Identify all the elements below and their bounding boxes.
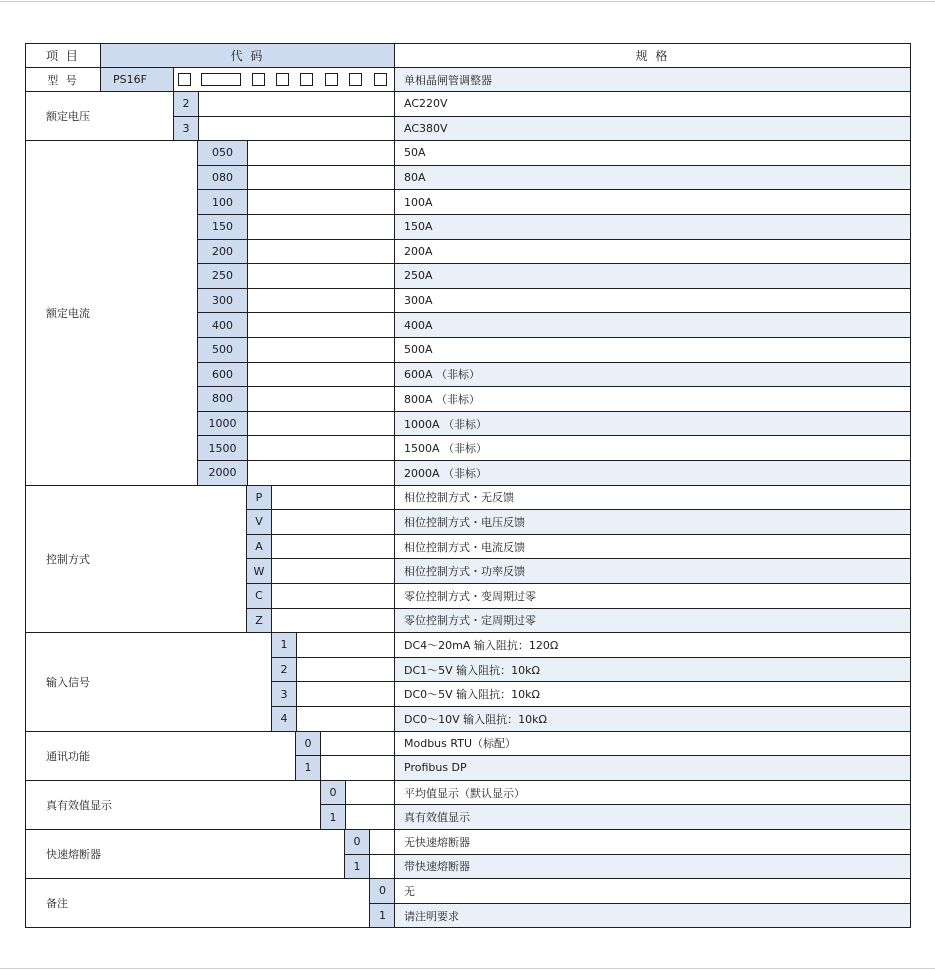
spec-cell: 相位控制方式・电流反馈 <box>394 534 911 560</box>
code-filler <box>271 485 395 511</box>
code-cell: 2000 <box>197 460 248 486</box>
code-cell: W <box>246 558 272 584</box>
code-cell: Z <box>246 608 272 634</box>
section-label: 真有效值显示 <box>25 780 321 830</box>
code-filler <box>247 288 395 314</box>
spec-cell: 600A （非标） <box>394 362 911 388</box>
model-code: PS16F <box>100 67 174 92</box>
spec-cell: DC4～20mA 输入阻抗：120Ω <box>394 632 911 658</box>
code-filler <box>247 411 395 437</box>
spec-cell: 相位控制方式・功率反馈 <box>394 558 911 584</box>
code-filler <box>247 386 395 412</box>
code-filler <box>320 731 395 757</box>
code-filler <box>247 362 395 388</box>
spec-cell: 带快速熔断器 <box>394 854 911 880</box>
spec-cell: 1500A （非标） <box>394 435 911 461</box>
code-cell: 250 <box>197 263 248 289</box>
code-slot-rms <box>325 73 338 86</box>
code-cell: 1 <box>369 903 396 929</box>
spec-cell: 相位控制方式・电压反馈 <box>394 509 911 535</box>
code-filler <box>247 337 395 363</box>
header-code: 代 码 <box>100 43 395 68</box>
code-cell: 400 <box>197 312 248 338</box>
code-filler <box>247 435 395 461</box>
code-filler <box>247 140 395 166</box>
spec-cell: DC0～10V 输入阻抗：10kΩ <box>394 706 911 732</box>
spec-cell: Profibus DP <box>394 755 911 781</box>
code-cell: 150 <box>197 214 248 240</box>
code-cell: 3 <box>173 116 199 142</box>
section-label: 额定电流 <box>25 140 198 485</box>
spec-cell: 无快速熔断器 <box>394 829 911 855</box>
code-cell: 2 <box>173 91 199 117</box>
code-cell: 0 <box>320 780 346 806</box>
code-cell: 4 <box>271 706 297 732</box>
code-cell: V <box>246 509 272 535</box>
code-cell: C <box>246 583 272 609</box>
code-slot-current <box>201 73 241 86</box>
code-filler <box>271 608 395 634</box>
spec-cell: AC220V <box>394 91 911 117</box>
code-slot-comm <box>300 73 313 86</box>
section-label: 快速熔断器 <box>25 829 345 879</box>
code-cell: 050 <box>197 140 248 166</box>
code-slot-input <box>276 73 289 86</box>
spec-cell: 300A <box>394 288 911 314</box>
code-cell: 0 <box>344 829 370 855</box>
code-filler <box>247 165 395 191</box>
code-cell: 1 <box>344 854 370 880</box>
code-filler <box>198 116 395 142</box>
code-cell: 1 <box>295 755 321 781</box>
code-filler <box>271 583 395 609</box>
code-filler <box>247 460 395 486</box>
spec-cell: 请注明要求 <box>394 903 911 929</box>
code-filler <box>247 189 395 215</box>
spec-cell: 800A （非标） <box>394 386 911 412</box>
code-cell: 3 <box>271 681 297 707</box>
spec-cell: 150A <box>394 214 911 240</box>
spec-cell: 零位控制方式・定周期过零 <box>394 608 911 634</box>
code-cell: A <box>246 534 272 560</box>
spec-cell: 500A <box>394 337 911 363</box>
model-spec: 单相晶闸管调整器 <box>394 67 911 92</box>
code-slot-note <box>374 73 387 86</box>
spec-cell: 400A <box>394 312 911 338</box>
code-cell: 0 <box>295 731 321 757</box>
code-slot-fuse <box>349 73 362 86</box>
spec-cell: DC0～5V 输入阻抗：10kΩ <box>394 681 911 707</box>
spec-cell: 零位控制方式・变周期过零 <box>394 583 911 609</box>
spec-cell: 平均值显示（默认显示） <box>394 780 911 806</box>
code-cell: 500 <box>197 337 248 363</box>
code-filler <box>247 312 395 338</box>
code-cell: 0 <box>369 878 396 904</box>
code-filler <box>247 239 395 265</box>
code-cell: P <box>246 485 272 511</box>
code-cell: 200 <box>197 239 248 265</box>
code-cell: 1500 <box>197 435 248 461</box>
code-filler <box>296 706 395 732</box>
code-filler <box>271 509 395 535</box>
code-filler <box>247 263 395 289</box>
code-filler <box>296 632 395 658</box>
code-cell: 2 <box>271 657 297 683</box>
model-label: 型 号 <box>25 67 101 92</box>
code-filler <box>247 214 395 240</box>
header-spec: 规 格 <box>394 43 911 68</box>
code-slot-control <box>252 73 265 86</box>
spec-cell: 80A <box>394 165 911 191</box>
code-filler <box>271 558 395 584</box>
bottom-rule <box>0 968 935 969</box>
spec-cell: 无 <box>394 878 911 904</box>
code-filler <box>296 657 395 683</box>
spec-cell: AC380V <box>394 116 911 142</box>
spec-cell: 200A <box>394 239 911 265</box>
code-filler <box>198 91 395 117</box>
code-filler <box>369 854 395 880</box>
code-cell: 300 <box>197 288 248 314</box>
section-label: 输入信号 <box>25 632 272 731</box>
code-cell: 1000 <box>197 411 248 437</box>
spec-cell: DC1～5V 输入阻抗：10kΩ <box>394 657 911 683</box>
section-label: 控制方式 <box>25 485 247 634</box>
spec-cell: 1000A （非标） <box>394 411 911 437</box>
spec-cell: 100A <box>394 189 911 215</box>
model-code-boxes <box>173 67 395 92</box>
code-filler <box>345 780 395 806</box>
spec-cell: 真有效值显示 <box>394 804 911 830</box>
code-filler <box>369 829 395 855</box>
code-filler <box>345 804 395 830</box>
spec-cell: Modbus RTU（标配） <box>394 731 911 757</box>
code-cell: 100 <box>197 189 248 215</box>
spec-cell: 50A <box>394 140 911 166</box>
header-item: 项 目 <box>25 43 101 68</box>
code-filler <box>320 755 395 781</box>
code-cell: 1 <box>271 632 297 658</box>
code-slot-voltage <box>178 73 191 86</box>
spec-cell: 2000A （非标） <box>394 460 911 486</box>
code-cell: 800 <box>197 386 248 412</box>
code-cell: 1 <box>320 804 346 830</box>
code-filler <box>296 681 395 707</box>
section-label: 通讯功能 <box>25 731 296 781</box>
section-label: 额定电压 <box>25 91 174 141</box>
spec-cell: 相位控制方式・无反馈 <box>394 485 911 511</box>
code-cell: 080 <box>197 165 248 191</box>
section-label: 备注 <box>25 878 370 928</box>
code-cell: 600 <box>197 362 248 388</box>
code-filler <box>271 534 395 560</box>
spec-cell: 250A <box>394 263 911 289</box>
